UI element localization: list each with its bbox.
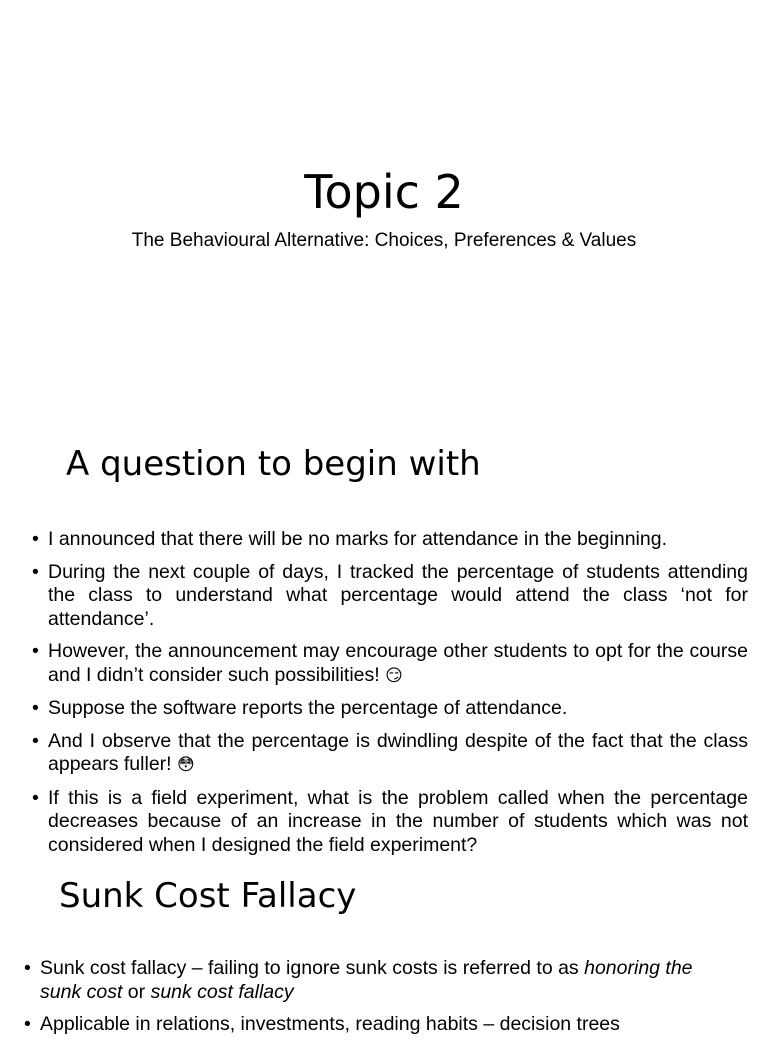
list-item: • Applicable in relations, investments, reading habits – decision trees [24, 1013, 724, 1037]
list-item: • Suppose the software reports the percentage of attendance. [32, 697, 748, 721]
wink-emoji-icon: 😏 [385, 665, 403, 686]
sunk-cost-heading: Sunk Cost Fallacy [59, 876, 357, 916]
question-bullet-list [32, 528, 748, 866]
slide-title [0, 0, 768, 420]
list-item: • I announced that there will be no marks for attendance in the beginning. [32, 528, 748, 552]
list-item: • Sunk cost fallacy – failing to ignore sunk costs is referred to as honoring the sunk cost or sunk cost fallacy [24, 957, 724, 1004]
sunk-cost-bullet-list [24, 957, 724, 1046]
list-item: • During the next couple of days, I tracked the percentage of students attending the class to understand what percentage would attend the class ‘not for attendance’. [32, 561, 748, 632]
question-heading: A question to begin with [66, 444, 481, 484]
slide-subtitle: The Behavioural Alternative: Choices, Preferences & Values [131, 230, 637, 251]
list-item: • However, the announcement may encourage other students to opt for the course and I didn’t consider such possibilities! 😏 [32, 640, 748, 688]
slide-title-heading: Topic 2 [304, 165, 464, 219]
shocked-emoji-icon: 😳 [177, 755, 195, 775]
list-item: • If this is a field experiment, what is the problem called when the percentage decreases because of an increase in the number of students which was not considered when I designed the field experiment? [32, 787, 748, 858]
list-item: • And I observe that the percentage is dwindling despite of the fact that the class appears fuller! 😳 [32, 730, 748, 778]
